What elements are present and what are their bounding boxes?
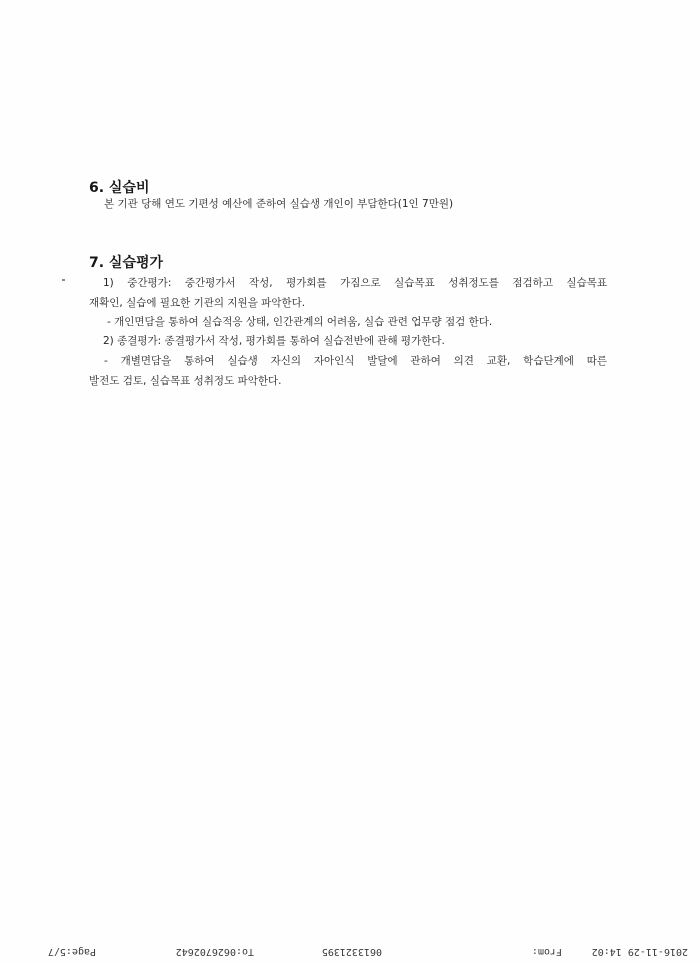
fax-transmission-header bbox=[0, 938, 700, 962]
fax-page-number: Page:5/7 bbox=[47, 946, 96, 957]
fax-datetime: 2016-11-29 14:02 bbox=[591, 946, 688, 957]
final-interview-line-1: - 개별면담을 통하여 실습생 자신의 자아인식 발달에 관하여 의견 교환, 학습단계에 따른 bbox=[104, 355, 607, 367]
fax-from-number: 0613321395 bbox=[321, 946, 382, 957]
interim-interview-line: - 개인면담을 통하여 실습적응 상태, 인간관계의 어려움, 실습 관련 업무량 점검 한다. bbox=[107, 316, 493, 328]
section-6-text: 본 기관 당해 연도 기편성 예산에 준하여 실습생 개인이 부담한다(1인 7만원) bbox=[104, 198, 454, 210]
final-interview-line-2: 발전도 검토, 실습목표 성취정도 파악한다. bbox=[89, 375, 282, 387]
scan-speck bbox=[62, 279, 65, 281]
section-6-heading: 6. 실습비 bbox=[89, 180, 150, 196]
final-evaluation-line: 2) 종결평가: 종결평가서 작성, 평가회를 통하여 실습전반에 관해 평가한다. bbox=[103, 335, 445, 347]
section-7-heading: 7. 실습평가 bbox=[89, 255, 164, 271]
interim-evaluation-line-1: 1) 중간평가: 중간평가서 작성, 평가회를 가짐으로 실습목표 성취정도를 점검하고 실습목표 bbox=[103, 277, 607, 289]
fax-to-number: To:0626702642 bbox=[175, 946, 254, 957]
interim-evaluation-line-2: 재확인, 실습에 필요한 기관의 지원을 파악한다. bbox=[89, 297, 306, 309]
fax-from-label: From: bbox=[531, 946, 562, 957]
